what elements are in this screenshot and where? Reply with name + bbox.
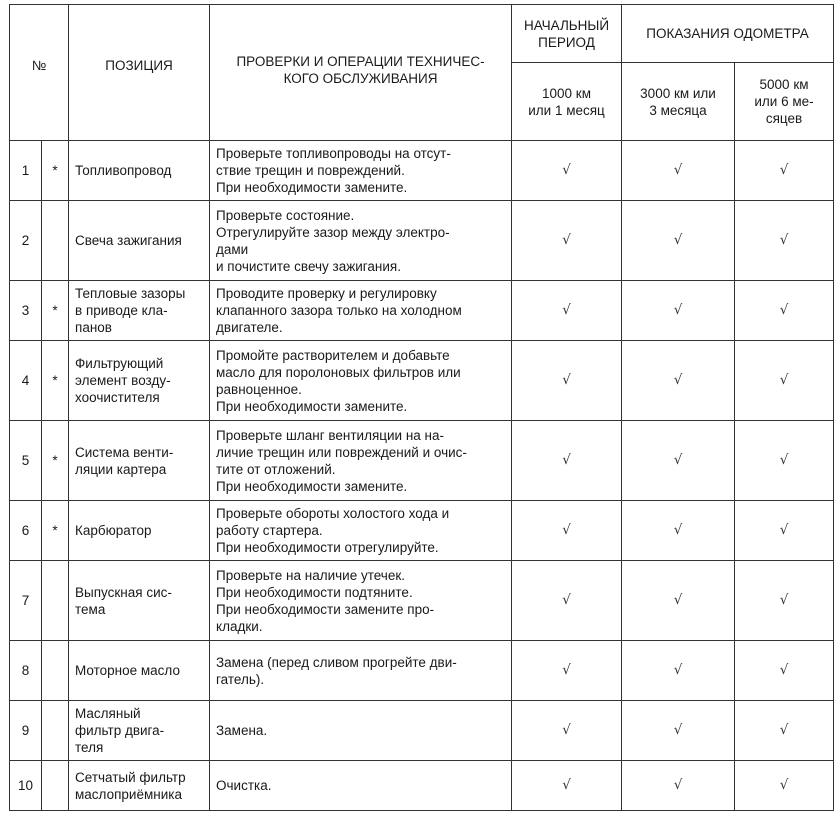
check-mark: √ xyxy=(735,701,834,761)
row-operations xyxy=(210,421,512,501)
operation-line: Проверьте топливопроводы на отсут- xyxy=(216,146,451,161)
table-row xyxy=(10,141,834,201)
operation-line: Замена (перед сливом прогрейте дви- xyxy=(216,654,457,670)
header-interval-line: или 1 месяц xyxy=(528,102,605,118)
operation-line: При необходимости подтяните. xyxy=(216,584,413,600)
header-initial-period xyxy=(512,5,622,63)
check-mark: √ xyxy=(622,341,735,421)
header-number: № xyxy=(10,5,69,141)
table-row xyxy=(10,201,834,281)
header-interval-1000 xyxy=(512,63,622,141)
table-row xyxy=(10,341,834,421)
header-interval-line: 5000 км xyxy=(759,77,809,92)
operation-line: При необходимости отрегулируйте. xyxy=(216,540,439,555)
row-star-marker xyxy=(42,561,69,641)
operation-line: тите от отложений. xyxy=(216,461,336,477)
row-number: 7 xyxy=(10,561,42,641)
table-row xyxy=(10,761,834,811)
position-line: фильтр двига- xyxy=(75,723,165,738)
row-star-marker: * xyxy=(42,501,69,561)
position-line: тема xyxy=(75,601,106,617)
row-position xyxy=(69,141,210,201)
operation-line: Проводите проверку и регулировку xyxy=(216,286,437,301)
table-row xyxy=(10,701,834,761)
row-position xyxy=(69,341,210,421)
check-mark: √ xyxy=(735,641,834,701)
operation-line: Проверьте обороты холостого хода и xyxy=(216,506,450,521)
row-operations xyxy=(210,641,512,701)
operation-line: и почистите свечу зажигания. xyxy=(216,258,401,274)
check-mark: √ xyxy=(512,341,622,421)
header-interval-5000 xyxy=(735,63,834,141)
row-number: 5 xyxy=(10,421,42,501)
check-mark: √ xyxy=(512,281,622,341)
row-number: 10 xyxy=(10,761,42,811)
check-mark: √ xyxy=(622,641,735,701)
row-number: 9 xyxy=(10,701,42,761)
table-row xyxy=(10,281,834,341)
operation-line: При необходимости замените. xyxy=(216,398,408,414)
position-line: панов xyxy=(75,320,112,335)
row-position xyxy=(69,641,210,701)
position-line: Карбюратор xyxy=(75,523,152,538)
row-operations xyxy=(210,281,512,341)
header-interval-line: 3000 км или xyxy=(640,85,716,101)
operation-line: Проверьте состояние. xyxy=(216,207,355,223)
row-position xyxy=(69,761,210,811)
operation-line: гатель). xyxy=(216,671,265,687)
header-operations-line: ПРОВЕРКИ И ОПЕРАЦИИ ТЕХНИЧЕС- xyxy=(236,54,485,69)
check-mark: √ xyxy=(735,341,834,421)
row-number: 4 xyxy=(10,341,42,421)
position-line: маслоприёмника xyxy=(75,786,182,802)
header-operations-line: КОГО ОБСЛУЖИВАНИЯ xyxy=(283,71,438,86)
operation-line: Замена. xyxy=(216,723,268,738)
position-line: Фильтрующий xyxy=(75,356,164,371)
row-number: 6 xyxy=(10,501,42,561)
row-number: 8 xyxy=(10,641,42,701)
header-odometer: ПОКАЗАНИЯ ОДОМЕТРА xyxy=(622,5,834,63)
row-position xyxy=(69,281,210,341)
table-row xyxy=(10,641,834,701)
row-operations xyxy=(210,701,512,761)
header-interval-3000 xyxy=(622,63,735,141)
operation-line: кладки. xyxy=(216,618,263,634)
check-mark: √ xyxy=(735,201,834,281)
header-interval-line: 3 месяца xyxy=(649,102,707,118)
row-position xyxy=(69,701,210,761)
check-mark: √ xyxy=(735,561,834,641)
check-mark: √ xyxy=(512,501,622,561)
table-body xyxy=(10,141,834,811)
operation-line: дами xyxy=(216,241,249,257)
row-position xyxy=(69,501,210,561)
position-line: Моторное масло xyxy=(75,663,180,678)
check-mark: √ xyxy=(622,281,735,341)
operation-line: При необходимости замените про- xyxy=(216,601,435,617)
position-line: Свеча зажигания xyxy=(75,233,182,248)
row-star-marker: * xyxy=(42,421,69,501)
header-interval-line: 1000 км xyxy=(542,85,591,101)
header-initial-line: НАЧАЛЬНЫЙ xyxy=(523,17,610,33)
table-row xyxy=(10,501,834,561)
row-star-marker xyxy=(42,761,69,811)
header-operations xyxy=(210,5,512,141)
check-mark: √ xyxy=(735,761,834,811)
check-mark: √ xyxy=(735,421,834,501)
header-position: ПОЗИЦИЯ xyxy=(69,5,210,141)
operation-line: ствие трещин и повреждений. xyxy=(216,163,405,178)
row-operations xyxy=(210,201,512,281)
position-line: Система венти- xyxy=(75,444,174,460)
position-line: Выпускная сис- xyxy=(75,584,172,600)
operation-line: масло для поролоновых фильтров или xyxy=(216,364,461,380)
operation-line: Очистка. xyxy=(216,778,272,793)
operation-line: двигателе. xyxy=(216,320,283,335)
check-mark: √ xyxy=(622,561,735,641)
operation-line: личие трещин или повреждений и очис- xyxy=(216,444,467,460)
header-interval-line: сяцев xyxy=(765,111,803,126)
operation-line: Промойте растворителем и добавьте xyxy=(216,347,450,363)
operation-line: равноценное. xyxy=(216,381,302,397)
maintenance-table xyxy=(9,4,834,811)
check-mark: √ xyxy=(622,701,735,761)
check-mark: √ xyxy=(622,501,735,561)
check-mark: √ xyxy=(622,421,735,501)
operation-line: Проверьте на наличие утечек. xyxy=(216,567,406,583)
check-mark: √ xyxy=(622,201,735,281)
position-line: теля xyxy=(75,740,104,755)
row-position xyxy=(69,201,210,281)
row-operations xyxy=(210,341,512,421)
check-mark: √ xyxy=(512,421,622,501)
row-position xyxy=(69,561,210,641)
check-mark: √ xyxy=(512,761,622,811)
row-star-marker xyxy=(42,641,69,701)
check-mark: √ xyxy=(622,141,735,201)
row-operations xyxy=(210,761,512,811)
check-mark: √ xyxy=(735,501,834,561)
table-row xyxy=(10,421,834,501)
check-mark: √ xyxy=(735,141,834,201)
header-interval-line: или 6 ме- xyxy=(754,94,814,109)
row-number: 3 xyxy=(10,281,42,341)
row-position xyxy=(69,421,210,501)
row-operations xyxy=(210,501,512,561)
operation-line: При необходимости замените. xyxy=(216,180,408,195)
row-number: 1 xyxy=(10,141,42,201)
check-mark: √ xyxy=(512,201,622,281)
position-line: в приводе кла- xyxy=(75,303,168,318)
position-line: Масляный xyxy=(75,706,141,721)
operation-line: клапанного зазора только на холодном xyxy=(216,303,462,318)
row-star-marker xyxy=(42,701,69,761)
check-mark: √ xyxy=(735,281,834,341)
operation-line: При необходимости замените. xyxy=(216,478,408,494)
position-line: Сетчатый фильтр xyxy=(75,769,186,785)
row-operations xyxy=(210,561,512,641)
position-line: элемент возду- xyxy=(75,373,171,388)
position-line: хоочистителя xyxy=(75,390,160,405)
check-mark: √ xyxy=(512,561,622,641)
check-mark: √ xyxy=(622,761,735,811)
position-line: ляции картера xyxy=(75,461,167,477)
position-line: Топливопровод xyxy=(75,163,172,178)
check-mark: √ xyxy=(512,141,622,201)
check-mark: √ xyxy=(512,641,622,701)
table-row xyxy=(10,561,834,641)
row-star-marker: * xyxy=(42,341,69,421)
row-star-marker: * xyxy=(42,281,69,341)
operation-line: Отрегулируйте зазор между электро- xyxy=(216,224,450,240)
position-line: Тепловые зазоры xyxy=(75,286,186,301)
row-star-marker: * xyxy=(42,141,69,201)
check-mark: √ xyxy=(512,701,622,761)
row-operations xyxy=(210,141,512,201)
operation-line: Проверьте шланг вентиляции на на- xyxy=(216,427,445,443)
operation-line: работу стартера. xyxy=(216,523,323,538)
header-initial-line: ПЕРИОД xyxy=(538,34,595,50)
row-star-marker xyxy=(42,201,69,281)
row-number: 2 xyxy=(10,201,42,281)
